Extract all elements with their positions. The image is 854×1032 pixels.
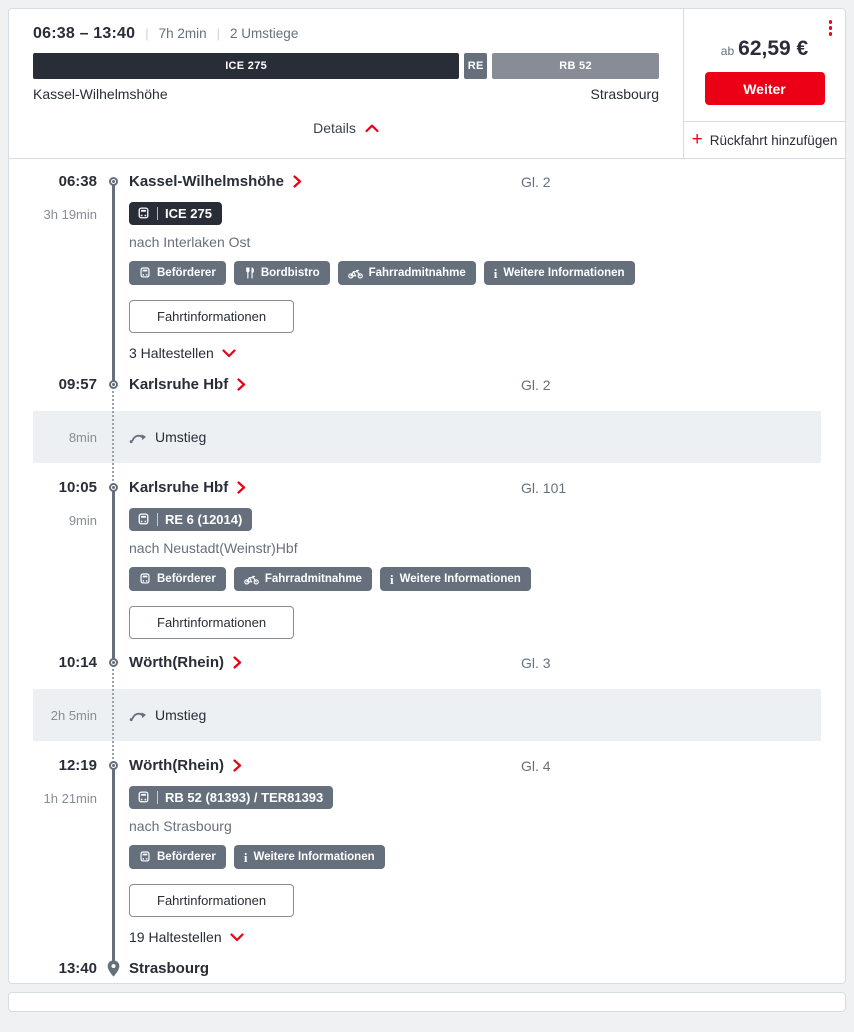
info-icon: i xyxy=(493,265,498,281)
leg-body xyxy=(33,496,821,639)
stops-label: 3 Haltestellen xyxy=(129,345,214,361)
departure-time: 12:19 xyxy=(58,757,97,774)
divider xyxy=(157,207,158,220)
divider xyxy=(157,791,158,804)
departure-time: 06:38 xyxy=(58,173,97,190)
stop-marker-icon xyxy=(109,658,118,667)
train-direction: nach Strasbourg xyxy=(129,818,232,834)
transfer-duration: 8min xyxy=(68,429,97,445)
stop-marker-icon xyxy=(109,483,118,492)
time-range: 06:38 – 13:40 xyxy=(33,25,136,42)
amenity-fahrradmitnahme[interactable] xyxy=(338,261,476,285)
amenity-label: Beförderer xyxy=(157,267,216,279)
train-front-icon xyxy=(139,573,151,585)
add-return-button[interactable] xyxy=(684,122,845,158)
train-front-icon xyxy=(137,513,150,526)
leg-body xyxy=(33,774,821,945)
next-connection-card[interactable] xyxy=(8,992,846,1012)
station-link[interactable] xyxy=(129,376,246,393)
station-name: Wörth(Rhein) xyxy=(129,654,224,671)
station-name: Kassel-Wilhelmshöhe xyxy=(129,173,284,190)
amenity-label: Fahrradmitnahme xyxy=(264,573,362,585)
amenity-fahrradmitnahme[interactable] xyxy=(234,567,372,591)
chevron-right-icon xyxy=(293,175,302,188)
utensils-icon xyxy=(244,267,255,279)
stop-marker-icon xyxy=(109,177,118,186)
transfer-duration: 2h 5min xyxy=(50,707,97,723)
details-toggle[interactable] xyxy=(33,120,659,136)
origin-station: Kassel-Wilhelmshöhe xyxy=(33,86,168,102)
bicycle-icon xyxy=(348,268,363,279)
transfer-1 xyxy=(33,411,821,463)
train-front-icon xyxy=(137,791,150,804)
amenity-label: Weitere Informationen xyxy=(399,573,521,585)
stop-marker-icon xyxy=(109,380,118,389)
separator: | xyxy=(216,26,221,41)
station-name: Strasbourg xyxy=(129,960,210,977)
price-prefix: ab xyxy=(720,44,735,58)
platform: Gl. 101 xyxy=(521,479,567,496)
train-badge xyxy=(129,786,333,809)
chevron-right-icon xyxy=(233,759,242,772)
transfer-arrow-icon xyxy=(129,431,147,444)
leg-duration: 9min xyxy=(68,513,97,528)
leg-duration: 3h 19min xyxy=(43,207,97,222)
total-duration: 7h 2min xyxy=(158,26,207,41)
platform: Gl. 2 xyxy=(521,376,551,393)
destination-pin-icon xyxy=(107,960,120,977)
amenity-label: Beförderer xyxy=(157,573,216,585)
info-icon: i xyxy=(389,571,394,587)
price-value: 62,59 € xyxy=(738,37,809,60)
trip-info-button[interactable]: Fahrtinformationen xyxy=(129,606,294,639)
amenity-befoerderer[interactable] xyxy=(129,567,226,591)
connection-card xyxy=(8,8,846,984)
plus-icon: + xyxy=(691,128,703,150)
divider xyxy=(157,513,158,526)
amenity-weitere-informationen[interactable] xyxy=(484,261,635,285)
amenity-weitere-informationen[interactable] xyxy=(234,845,385,869)
station-name: Wörth(Rhein) xyxy=(129,757,224,774)
chevron-down-icon xyxy=(222,349,236,358)
final-arrival-row xyxy=(33,960,821,977)
trip-info-button[interactable]: Fahrtinformationen xyxy=(129,300,294,333)
chevron-down-icon xyxy=(230,933,244,942)
amenity-label: Weitere Informationen xyxy=(503,267,625,279)
train-label: RB 52 (81393) / TER81393 xyxy=(165,790,324,805)
transfer-2 xyxy=(33,689,821,741)
amenity-label: Beförderer xyxy=(157,851,216,863)
train-direction: nach Neustadt(Weinstr)Hbf xyxy=(129,540,298,556)
train-badge xyxy=(129,508,252,531)
leg-3 xyxy=(33,757,821,977)
arrival-time: 09:57 xyxy=(58,376,97,393)
amenity-label: Bordbistro xyxy=(260,267,320,279)
connection-header xyxy=(9,9,845,159)
leg-body xyxy=(33,190,821,361)
station-name: Karlsruhe Hbf xyxy=(129,479,229,496)
station-link[interactable] xyxy=(129,479,246,496)
chevron-up-icon xyxy=(365,124,379,133)
arrival-time: 13:40 xyxy=(58,960,97,977)
trip-info-button[interactable]: Fahrtinformationen xyxy=(129,884,294,917)
arrival-time: 10:14 xyxy=(58,654,97,671)
station-name: Karlsruhe Hbf xyxy=(129,376,229,393)
info-icon: i xyxy=(243,849,248,865)
destination-station: Strasbourg xyxy=(590,86,659,102)
transfer-count: 2 Umstiege xyxy=(230,26,299,41)
train-front-icon xyxy=(139,851,151,863)
stops-link[interactable] xyxy=(129,345,236,361)
bicycle-icon xyxy=(244,574,259,585)
price-panel xyxy=(683,9,845,158)
train-segment-bar xyxy=(33,53,659,79)
amenity-label: Fahrradmitnahme xyxy=(368,267,466,279)
arrival-row xyxy=(33,376,821,393)
train-badge xyxy=(129,202,222,225)
train-front-icon xyxy=(139,267,151,279)
platform: Gl. 3 xyxy=(521,654,551,671)
separator: | xyxy=(145,26,149,41)
leg-1 xyxy=(33,173,821,393)
departure-time: 10:05 xyxy=(58,479,97,496)
amenity-befoerderer[interactable] xyxy=(129,845,226,869)
leg-2 xyxy=(33,479,821,671)
segment-ice: ICE 275 xyxy=(33,53,459,79)
chevron-right-icon xyxy=(237,481,246,494)
train-label: ICE 275 xyxy=(165,206,212,221)
add-return-label: Rückfahrt hinzufügen xyxy=(709,132,838,148)
chevron-right-icon xyxy=(233,656,242,669)
stop-marker-icon xyxy=(109,761,118,770)
stops-link[interactable] xyxy=(129,929,244,945)
continue-button[interactable]: Weiter xyxy=(705,72,825,105)
train-front-icon xyxy=(137,207,150,220)
station-link[interactable] xyxy=(129,654,242,671)
segment-re: RE xyxy=(464,53,487,79)
details-toggle-label: Details xyxy=(313,120,356,136)
departure-row xyxy=(33,173,821,190)
transfer-label: Umstieg xyxy=(155,707,207,723)
departure-row xyxy=(33,479,821,496)
amenity-weitere-informationen[interactable] xyxy=(380,567,531,591)
transfer-label: Umstieg xyxy=(155,429,207,445)
amenity-befoerderer[interactable] xyxy=(129,261,226,285)
transfer-arrow-icon xyxy=(129,709,147,722)
chevron-right-icon xyxy=(237,378,246,391)
station-link[interactable] xyxy=(129,173,302,190)
station-link[interactable] xyxy=(129,757,242,774)
train-direction: nach Interlaken Ost xyxy=(129,234,251,250)
segment-rb: RB 52 xyxy=(492,53,659,79)
arrival-row xyxy=(33,654,821,671)
train-label: RE 6 (12014) xyxy=(165,512,243,527)
connection-summary xyxy=(9,9,683,158)
amenity-label: Weitere Informationen xyxy=(253,851,375,863)
kebab-menu-icon[interactable] xyxy=(825,16,837,40)
stops-label: 19 Haltestellen xyxy=(129,929,222,945)
platform: Gl. 2 xyxy=(521,173,551,190)
journey-details xyxy=(9,159,845,983)
platform: Gl. 4 xyxy=(521,757,551,774)
amenity-bordbistro[interactable] xyxy=(234,261,330,285)
final-station xyxy=(129,960,209,977)
departure-row xyxy=(33,757,821,774)
leg-duration: 1h 21min xyxy=(43,791,97,806)
